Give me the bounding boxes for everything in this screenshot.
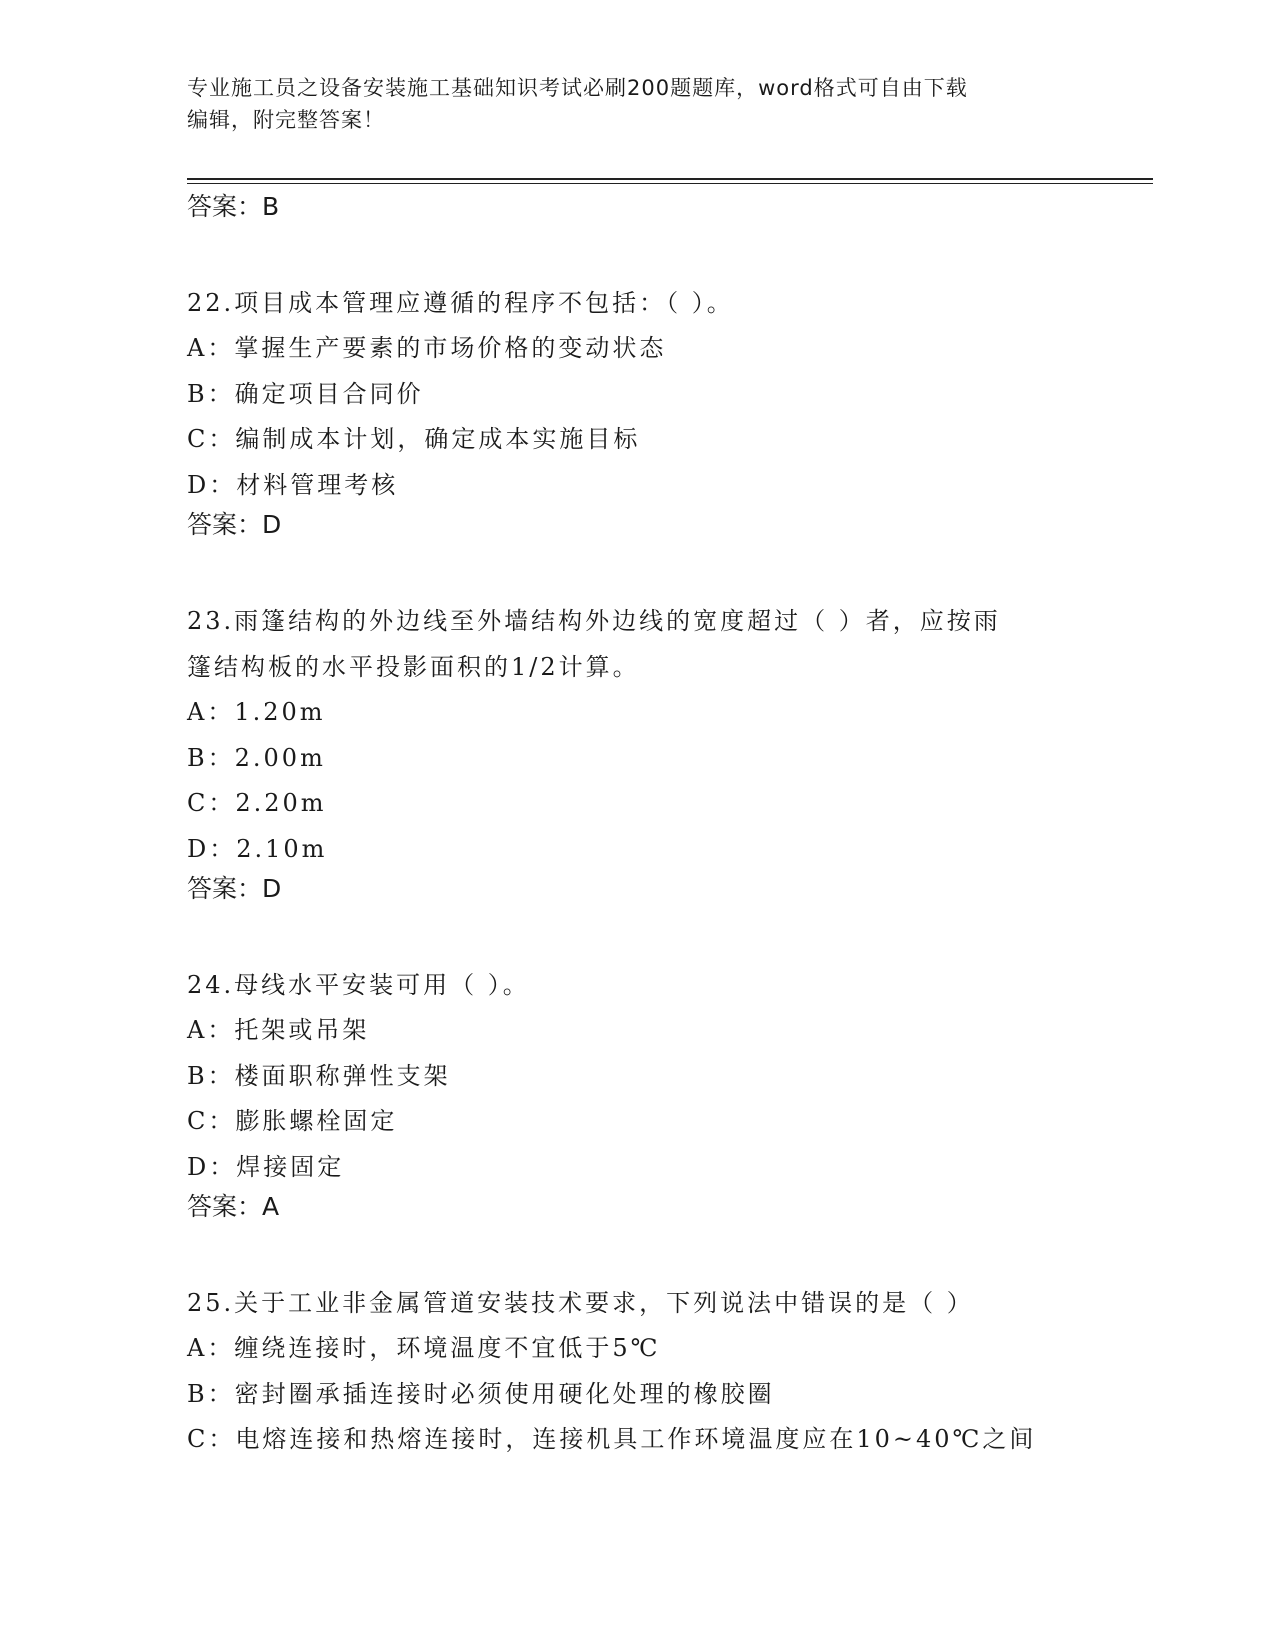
answer-previous: 答案：B xyxy=(187,192,280,221)
header-rule-thick xyxy=(187,178,1153,180)
question-text: 24.母线水平安装可用（ ）。 xyxy=(187,971,530,999)
option-d: D：焊接固定 xyxy=(187,1152,345,1181)
option-c: C：2.20m xyxy=(187,789,327,817)
option-c: C：膨胀螺栓固定 xyxy=(187,1107,398,1135)
option-b: B：密封圈承插连接时必须使用硬化处理的橡胶圈 xyxy=(187,1379,775,1408)
header-rule-thin xyxy=(187,183,1153,184)
question-text: 22.项目成本管理应遵循的程序不包括：（ ）。 xyxy=(187,289,734,317)
question-23 xyxy=(187,598,1087,918)
question-text: 25.关于工业非金属管道安装技术要求，下列说法中错误的是（ ） xyxy=(187,1289,974,1317)
option-c: C：电熔连接和热熔连接时，连接机具工作环境温度应在10~40℃之间 xyxy=(187,1425,1037,1453)
question-22 xyxy=(187,280,1087,554)
answer: 答案：A xyxy=(187,1192,280,1221)
option-b: B：2.00m xyxy=(187,743,326,772)
option-a: A：掌握生产要素的市场价格的变动状态 xyxy=(187,334,667,362)
option-b: B：楼面职称弹性支架 xyxy=(187,1061,451,1090)
option-b: B：确定项目合同价 xyxy=(187,379,424,408)
answer: 答案：D xyxy=(187,874,282,903)
header-line-2: 编辑，附完整答案！ xyxy=(187,108,385,132)
option-a: A：缠绕连接时，环境温度不宜低于5℃ xyxy=(187,1334,661,1362)
question-text-line-1: 23.雨篷结构的外边线至外墙结构外边线的宽度超过（ ）者，应按雨 xyxy=(187,607,1001,635)
option-d: D：2.10m xyxy=(187,834,328,863)
question-25 xyxy=(187,1280,1087,1463)
question-24 xyxy=(187,962,1087,1236)
question-list xyxy=(187,190,1087,1463)
option-a: A：1.20m xyxy=(187,698,326,726)
question-text-line-2: 篷结构板的水平投影面积的1/2计算。 xyxy=(187,653,640,681)
document-header xyxy=(187,72,1087,136)
option-d: D：材料管理考核 xyxy=(187,470,399,499)
header-line-1: 专业施工员之设备安装施工基础知识考试必刷200题题库，word格式可自由下载 xyxy=(187,76,968,100)
option-a: A：托架或吊架 xyxy=(187,1016,370,1044)
option-c: C：编制成本计划，确定成本实施目标 xyxy=(187,425,641,453)
answer: 答案：D xyxy=(187,510,282,539)
